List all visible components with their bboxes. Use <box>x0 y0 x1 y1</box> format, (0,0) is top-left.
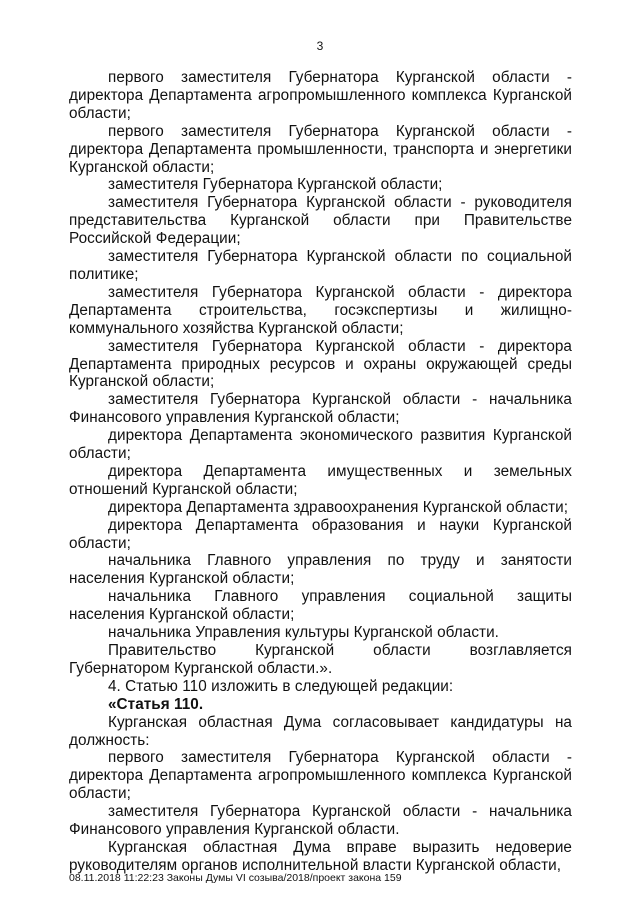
document-body <box>69 69 572 875</box>
paragraph: первого заместителя Губернатора Курганской области - директора Департамента агропромышленного комплекса Курганской области; <box>69 749 572 803</box>
paragraph: заместителя Губернатора Курганской области по социальной политике; <box>69 248 572 283</box>
paragraph: Курганская областная Дума согласовывает кандидатуры на должность: <box>69 713 572 749</box>
paragraph: заместителя Губернатора Курганской области - начальника Финансового управления Курганской области. <box>69 803 572 839</box>
paragraph: Правительство Курганской области возглавляется Губернатором Курганской области.». <box>69 642 572 677</box>
paragraph: директора Департамента экономического развития Курганской области; <box>69 427 572 463</box>
paragraph: директора Департамента образования и науки Курганской области; <box>69 516 572 552</box>
paragraph: первого заместителя Губернатора Курганской области - директора Департамента агропромышленного комплекса Курганской области; <box>69 69 572 122</box>
paragraph: Курганская областная Дума вправе выразить недоверие руководителям органов исполнительной власти Курганской области, <box>69 838 572 874</box>
paragraph: 4. Статью 110 изложить в следующей редакции: <box>108 677 454 695</box>
paragraph: заместителя Губернатора Курганской области - начальника Финансового управления Курганской области; <box>69 391 572 427</box>
paragraph: заместителя Губернатора Курганской области - руководителя представительства Курганской области при Правительстве Российской Федерации; <box>69 194 572 248</box>
paragraph: заместителя Губернатора Курганской области; <box>108 176 443 194</box>
paragraph: начальника Управления культуры Курганской области. <box>108 624 499 642</box>
paragraph: директора Департамента имущественных и земельных отношений Курганской области; <box>69 462 572 498</box>
paragraph: директора Департамента здравоохранения Курганской области; <box>108 498 569 516</box>
paragraph: заместителя Губернатора Курганской области - директора Департамента строительства, госэкспертизы и жилищно-коммунального хозяйства Курганской области; <box>69 283 572 337</box>
paragraph: заместителя Губернатора Курганской области - директора Департамента природных ресурсов и охраны окружающей среды Курганской области; <box>69 337 572 391</box>
paragraph: начальника Главного управления по труду и занятости населения Курганской области; <box>69 552 572 588</box>
paragraph: начальника Главного управления социальной защиты населения Курганской области; <box>69 588 572 624</box>
document-footer: 08.11.2018 11:22:23 Законы Думы VI созыва/2018/проект закона 159 <box>69 872 402 884</box>
paragraph: первого заместителя Губернатора Курганской области - директора Департамента промышленности, транспорта и энергетики Курганской области; <box>69 122 572 176</box>
page-number: 3 <box>316 39 324 53</box>
article-heading: «Статья 110. <box>108 695 204 713</box>
